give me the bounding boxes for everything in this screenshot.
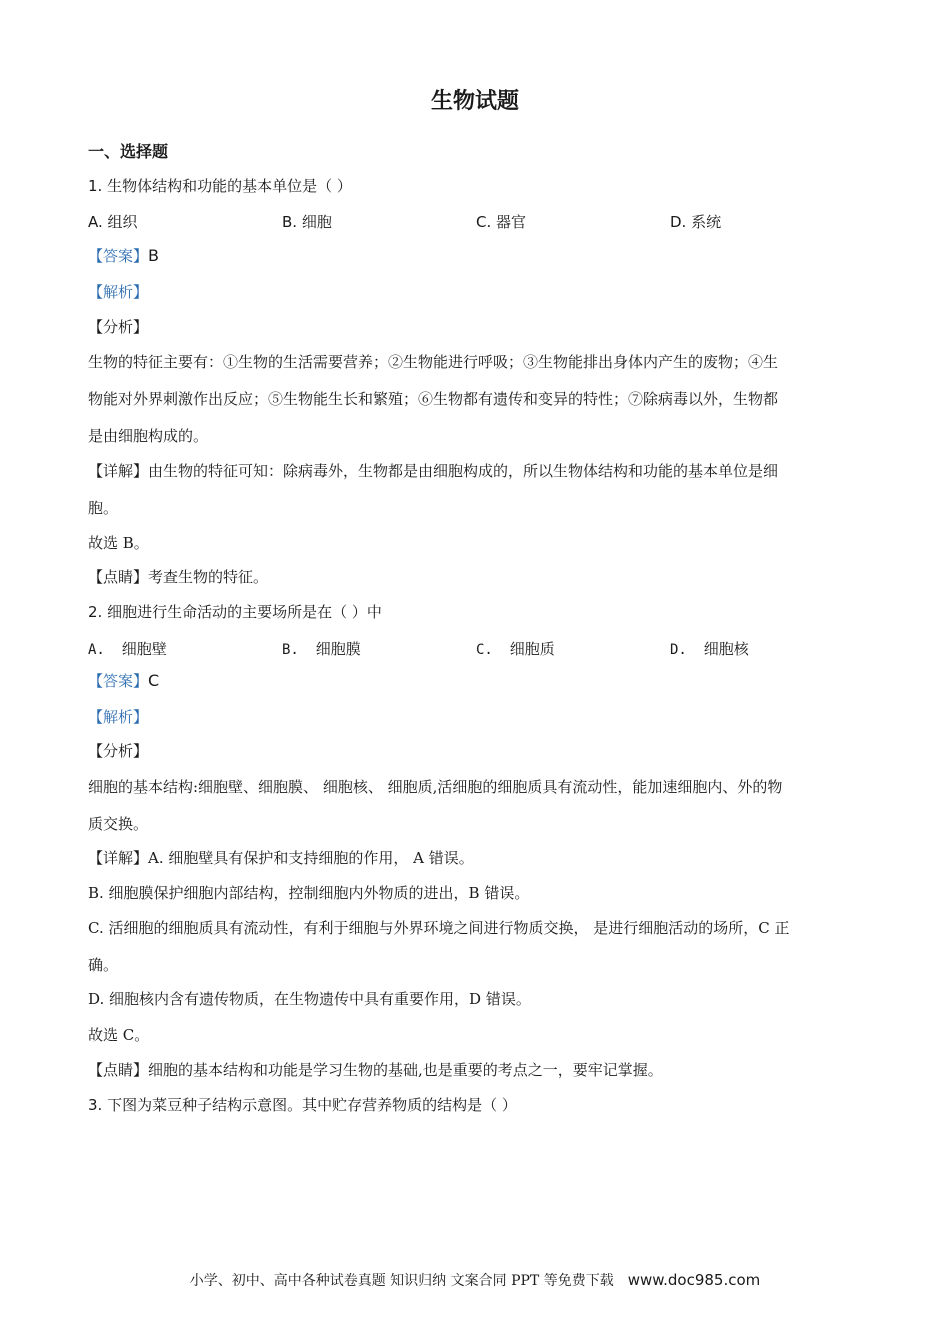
q2-option-c: C. 细胞质: [476, 640, 555, 658]
q2-option-a: A. 细胞壁: [88, 640, 167, 658]
question-stem: 下图为菜豆种子结构示意图。其中贮存营养物质的结构是（ ）: [107, 1096, 517, 1114]
footer-text: 小学、初中、高中各种试卷真题 知识归纳 文案合同 PPT 等免费下载: [189, 1273, 614, 1289]
q1-option-b: B. 细胞: [282, 213, 332, 231]
q1-fenxi-line: 生物的特征主要有：①生物的生活需要营养；②生物能进行呼吸；③生物能排出身体内产生的废物；④生: [88, 353, 779, 371]
answer-value: C: [148, 671, 160, 690]
dianjing-tag: 【点睛】: [88, 1061, 149, 1079]
q2-xiangjie-line: D. 细胞核内含有遗传物质，在生物遗传中具有重要作用，D 错误。: [88, 990, 531, 1008]
question-number: 1.: [88, 177, 103, 195]
q1-xiangjie-line: 胞。: [88, 499, 119, 517]
q1-xiangjie: 【详解】由生物的特征可知：除病毒外，生物都是由细胞构成的，所以生物体结构和功能的基本单位是细: [88, 462, 779, 480]
xiangjie-tag: 【详解】: [88, 849, 149, 867]
q1-option-d: D. 系统: [670, 213, 722, 231]
question-number: 2.: [88, 603, 103, 621]
answer-value: B: [148, 246, 159, 265]
q1-fenxi-tag: 【分析】: [88, 318, 149, 336]
q1-option-c: C. 器官: [476, 213, 527, 231]
xiangjie-tag: 【详解】: [88, 462, 149, 480]
answer-tag: 【答案】: [88, 247, 149, 265]
dianjing-tag: 【点睛】: [88, 568, 149, 586]
question-stem: 细胞进行生命活动的主要场所是在（ ）中: [107, 603, 382, 621]
q2-fenxi-line: 质交换。: [88, 815, 149, 833]
q1-option-a: A. 组织: [88, 213, 138, 231]
q2-fenxi-tag: 【分析】: [88, 742, 149, 760]
q1-conclusion: 故选 B。: [88, 534, 149, 552]
page-footer: [0, 1270, 950, 1290]
q2-xiangjie-line: 确。: [88, 956, 119, 974]
q1-dianjing: 【点睛】考查生物的特征。: [88, 568, 269, 586]
q1-fenxi-line: 是由细胞构成的。: [88, 427, 209, 445]
q2-option-b: B. 细胞膜: [282, 640, 361, 658]
q2-option-d: D. 细胞核: [670, 640, 749, 658]
question-1: [88, 176, 868, 196]
q1-fenxi-line: 物能对外界刺激作出反应；⑤生物能生长和繁殖；⑥生物都有遗传和变异的特性；⑦除病毒以外，生物都: [88, 390, 779, 408]
q2-xiangjie-line: C. 活细胞的细胞质具有流动性，有利于细胞与外界环境之间进行物质交换， 是进行细胞活动的场所，C 正: [88, 919, 790, 937]
question-2: [88, 602, 868, 622]
q2-xiangjie-line: B. 细胞膜保护细胞内部结构，控制细胞内外物质的进出，B 错误。: [88, 884, 530, 902]
q1-jiexi-tag: 【解析】: [88, 283, 149, 301]
question-3: [88, 1095, 868, 1115]
answer-tag: 【答案】: [88, 672, 149, 690]
q2-answer: [88, 671, 868, 691]
q2-fenxi-line: 细胞的基本结构:细胞壁、细胞膜、 细胞核、 细胞质,活细胞的细胞质具有流动性，能加速细胞内、外的物: [88, 778, 783, 796]
footer-url[interactable]: www.doc985.com: [627, 1271, 761, 1289]
question-stem: 生物体结构和功能的基本单位是（ ）: [107, 177, 352, 195]
q2-xiangjie: 【详解】A. 细胞壁具有保护和支持细胞的作用， A 错误。: [88, 849, 474, 867]
q2-dianjing: 【点睛】细胞的基本结构和功能是学习生物的基础,也是重要的考点之一，要牢记掌握。: [88, 1061, 663, 1079]
q2-conclusion: 故选 C。: [88, 1026, 150, 1044]
question-number: 3.: [88, 1096, 103, 1114]
q2-jiexi-tag: 【解析】: [88, 708, 149, 726]
q1-answer: [88, 246, 868, 266]
document-title: 生物试题: [430, 89, 519, 114]
section-heading: 一、选择题: [88, 142, 169, 161]
